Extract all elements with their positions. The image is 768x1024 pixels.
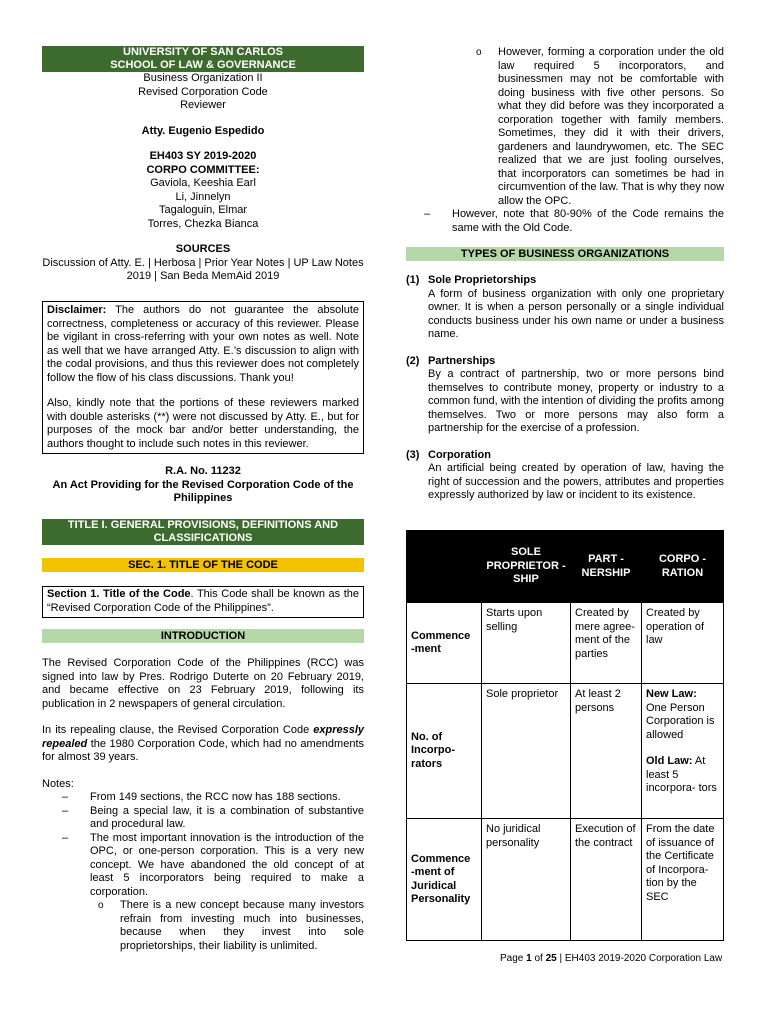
intro-paragraph: The Revised Corporation Code of the Philippines (RCC) was signed into law by Pres. Rodrigo Duterte on 20 February 2019, and became effective on 23 February 2019, following its publication in 2 newspapers of general circulation. (42, 657, 364, 710)
type-title: Corporation (428, 448, 491, 461)
comparison-table (406, 530, 724, 941)
type-number: (2) (406, 354, 420, 367)
table-row (407, 603, 724, 684)
new-law-text: One Person Corporation is allowed (646, 701, 715, 741)
table-cell: No juridical personality (482, 819, 571, 941)
table-header-cell (407, 531, 482, 603)
committee-member: Gaviola, Keeshia Earl (150, 177, 256, 189)
course-name: Business Organization II (143, 72, 263, 84)
sources-label: SOURCES (175, 243, 231, 255)
footer-of: of (531, 953, 546, 964)
table-header-cell: PART -NERSHIP (571, 531, 642, 603)
type-item (406, 355, 724, 436)
table-cell: At least 2 persons (571, 684, 642, 819)
table-cell: Starts upon selling (482, 603, 571, 684)
table-cell (642, 684, 724, 819)
disclaimer-box (42, 301, 364, 454)
table-cell: From the date of issuance of the Certificate of Incorpora- tion by the SEC (642, 819, 724, 941)
table-cell: Created by operation of law (642, 603, 724, 684)
type-text: By a contract of partnership, two or more persons bind themselves to contribute money, property or industry to a common fund, with the intention of dividing the profits among themselves. Two or more persons may also form a partnership for the exercise of a profession. (428, 368, 724, 434)
repeal-text-b: the 1980 Corporation Code, which had no amendments for almost 39 years. (42, 737, 364, 763)
types-list (406, 274, 724, 503)
university-name: UNIVERSITY OF SAN CARLOS (123, 46, 283, 58)
type-number: (3) (406, 448, 420, 461)
professor-name: Atty. Eugenio Espedido (141, 124, 265, 137)
row-header: Commence -ment (407, 603, 482, 684)
committee-member: Torres, Chezka Bianca (147, 217, 259, 230)
notes-list-continued (406, 208, 724, 235)
table-header-row (407, 531, 724, 603)
footer-prefix: Page (500, 953, 527, 964)
doc-type: Reviewer (180, 99, 226, 111)
old-law-note (646, 755, 719, 796)
note-item: – The most important innovation is the introduction of the OPC, or one-person corporation. This is a very new concept. We have abandoned the old concept of at least 5 incorporators being required to make a corporation. (90, 832, 364, 900)
notes-continued (406, 46, 724, 235)
university-banner (42, 46, 364, 72)
committee-member: Li, Jinnelyn (175, 190, 231, 203)
table-row (407, 684, 724, 819)
header-block (42, 46, 364, 284)
row-header: Commence -ment of Juridical Personality (407, 819, 482, 941)
disclaimer-text: The authors do not guarantee the absolute correctness, completeness or accuracy of this reviewer. Please be vigilant in cross-referring with your own notes as well. Note as well that we have arranged Atty. E.’s discussion to align with the codal provisions, and thus this reviewer does not completely follow the flow of his class discussions. Thank you! (47, 304, 359, 384)
type-text: An artificial being created by operation of law, having the right of succession and the powers, attributes and properties expressly authorized by law or incident to its existence. (428, 462, 724, 501)
type-number: (1) (406, 274, 420, 286)
row-header: No. of Incorpo- rators (407, 684, 482, 819)
notes-list (42, 791, 364, 899)
sources-text: Discussion of Atty. E. | Herbosa | Prior Year Notes | UP Law Notes 2019 | San Beda MemAid 2019 (42, 256, 364, 282)
title-one-banner: TITLE I. GENERAL PROVISIONS, DEFINITIONS AND CLASSIFICATIONS (42, 519, 364, 545)
intro-section (42, 657, 364, 953)
type-text: A form of business organization with only one proprietary owner. It is when a person personally or a single individual conducts business under his own name or under a business name. (428, 287, 724, 340)
types-banner: TYPES OF BUSINESS ORGANIZATIONS (406, 247, 724, 261)
act-number: R.A. No. 11232 (165, 465, 241, 477)
repeal-emphasis: expressly repealed (42, 724, 364, 750)
note-item: – However, note that 80-90% of the Code remains the same with the Old Code. (452, 208, 724, 235)
disclaimer-note: Also, kindly note that the portions of these reviewers marked with double asterisks (**) were not discussed by Atty. E., but for purposes of the mock bar and/or better understanding, the authors thought to include such notes in this reviewer. (47, 397, 359, 450)
disclaimer-label: Disclaimer: (47, 304, 107, 316)
subject-name: Revised Corporation Code (138, 85, 268, 98)
page-total: 25 (545, 953, 557, 964)
sec1-banner: SEC. 1. TITLE OF THE CODE (42, 558, 364, 572)
type-title: Partnerships (428, 354, 496, 367)
committee-member: Tagaloguin, Elmar (158, 204, 248, 216)
sec1-text: . This Code shall be known as the “Revised Corporation Code of the Philippines”. (47, 588, 359, 614)
old-law-label: Old Law: (646, 755, 693, 767)
committee-label: CORPO COMMITTEE: (146, 163, 260, 176)
new-law-label: New Law: (646, 688, 697, 700)
note-item: – From 149 sections, the RCC now has 188 sections. (90, 791, 364, 805)
disclaimer-paragraph (47, 304, 359, 385)
new-law-note (646, 688, 719, 742)
old-law-text: At least 5 incorpora- tors (646, 755, 717, 794)
repeal-text-a: In its repealing clause, the Revised Corporation Code (42, 724, 314, 736)
intro-banner: INTRODUCTION (42, 629, 364, 643)
sec1-label: Section 1. Title of the Code (47, 588, 191, 600)
type-title: Sole Proprietorships (428, 274, 537, 286)
subnote-item: o There is a new concept because many investors refrain from investing much into businesses, because when they invest into sole proprietorships, their liability is unlimited. (120, 899, 364, 953)
table-header-cell: CORPO -RATION (642, 531, 724, 603)
act-title (42, 465, 364, 506)
act-name: An Act Providing for the Revised Corporation Code of the Philippines (52, 478, 354, 504)
type-item (406, 274, 724, 342)
table-cell: Created by mere agree- ment of the parties (571, 603, 642, 684)
table-header-cell: SOLE PROPRIETOR -SHIP (482, 531, 571, 603)
table-cell: Execution of the contract (571, 819, 642, 941)
footer-suffix: | EH403 2019-2020 Corporation Law (556, 953, 723, 964)
note-item: – Being a special law, it is a combination of substantive and procedural law. (90, 805, 364, 832)
subnotes-list (42, 899, 364, 953)
school-name: SCHOOL OF LAW & GOVERNANCE (110, 59, 296, 71)
class-label: EH403 SY 2019-2020 (149, 150, 257, 162)
table-cell: Sole proprietor (482, 684, 571, 819)
intro-paragraph-repeal (42, 724, 364, 765)
subnote-item: o However, forming a corporation under the old law required 5 incorporators, and businessmen may not be comfortable with doing business with five other persons. So what they did before was they incorporated a corporation together with family members. Sometimes, they did it with their drivers, gardeners and laundrywomen, etc. The SEC realized that we are just fooling ourselves, that incorporators can sometimes be had in circumvention of the law. That is why they now allow the OPC. (498, 46, 724, 208)
sec1-box (42, 586, 364, 618)
table-row (407, 819, 724, 941)
page-number: 1 (526, 953, 532, 964)
notes-label: Notes: (42, 777, 74, 790)
subnotes-list-continued (406, 46, 724, 208)
page-footer (500, 952, 722, 966)
type-item (406, 449, 724, 503)
